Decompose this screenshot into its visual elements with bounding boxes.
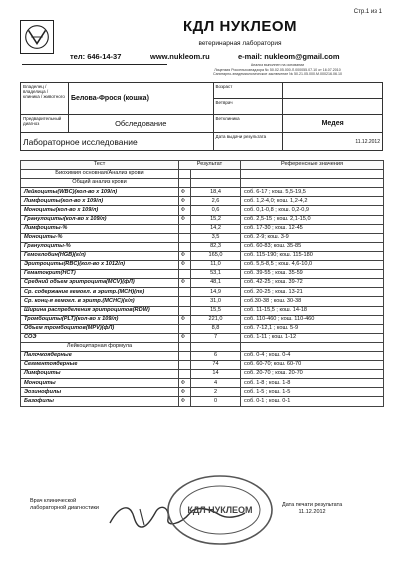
test-name: Лейкоциты(WBC)(кол-во х 109/л) (21, 188, 179, 197)
reference-range: соб. 17-30 ; кош. 12-45 (241, 224, 384, 233)
reference-range: соб. 1-8 ; кош. 1-8 (241, 379, 384, 388)
result-value: 2,6 (191, 197, 241, 206)
reference-range: соб. 42-25 ; кош. 39-72 (241, 279, 384, 288)
reference-range: соб. 11-15,5 ; кош. 14-18 (241, 306, 384, 315)
age-value (283, 83, 383, 99)
result-row (21, 370, 384, 379)
test-title: Лабораторное исследование (21, 133, 214, 151)
page-number: Стр.1 из 1 (353, 9, 382, 15)
result-flag: Ф (179, 188, 191, 197)
result-row (21, 242, 384, 251)
license-line: Лицензия Россельхознадзора № 50.02.05.000.Л.000055.07.10 от 16.07.2010 (214, 67, 341, 72)
reference-range: соб. 7-12,1 ; кош. 5-9 (241, 324, 384, 333)
result-row (21, 224, 384, 233)
svg-text:КДЛ НУКЛЕОМ: КДЛ НУКЛЕОМ (187, 505, 253, 515)
result-flag: Ф (179, 215, 191, 224)
result-value: 15,5 (191, 306, 241, 315)
lab-email[interactable]: e-mail: nukleom@gmail.com (238, 52, 340, 61)
result-value: 0 (191, 397, 241, 406)
result-value: 48,1 (191, 279, 241, 288)
reference-range: соб. 115-190; кош. 115-180 (241, 251, 384, 260)
test-name: Объем тромбоцитов(MPV)(фЛ) (21, 324, 179, 333)
test-name: Эозинофилы (21, 388, 179, 397)
doctor-line: лабораторной диагностики (30, 505, 100, 511)
reference-range: соб. 60-70; кош. 60-70 (241, 361, 384, 370)
result-flag (179, 370, 191, 379)
result-value: 74 (191, 361, 241, 370)
lab-name: КДЛ НУКЛЕОМ (182, 18, 298, 35)
test-name: СОЭ (21, 333, 179, 342)
result-value: 18,4 (191, 188, 241, 197)
reference-range: соб. 2-9; кош. 3-9 (241, 233, 384, 242)
result-row (21, 206, 384, 215)
test-name: Гематокрит(HCT) (21, 270, 179, 279)
col-result-header: Результат (179, 161, 241, 170)
section-title: Общий анализ крови (21, 179, 179, 188)
reference-range: соб. 0,1-0,8 ; кош. 0,2-0,9 (241, 206, 384, 215)
section-row (21, 179, 384, 188)
panel-name: Биохимия основная/Анализ крови (21, 170, 179, 179)
result-flag: Ф (179, 279, 191, 288)
doctor-title (30, 498, 99, 512)
test-name: Ср. конц-я гемогл. в эритр.(MCHC)(г/л) (21, 297, 179, 306)
print-info (282, 502, 342, 516)
result-flag: Ф (179, 261, 191, 270)
section-title: Лейкоцитарная формула (21, 342, 179, 351)
result-value: 4 (191, 379, 241, 388)
panel-row (21, 170, 384, 179)
header-rule (22, 64, 167, 65)
license-line: Санитарно-эпидемиологическое заключение № 50.21.05.000.М.000216.06.10 (212, 72, 343, 77)
result-row (21, 315, 384, 324)
result-flag (179, 242, 191, 251)
pre-diagnosis-label: Предварительный диагноз (21, 115, 69, 133)
result-value: 6 (191, 351, 241, 360)
test-name: Моноциты-% (21, 233, 179, 242)
result-row (21, 351, 384, 360)
reference-range: соб. 39-55 ; кош. 35-59 (241, 270, 384, 279)
reference-range: соб. 0-1 ; кош. 0-1 (241, 397, 384, 406)
test-name: Лимфоциты(кол-во х 109/л) (21, 197, 179, 206)
lab-stamp-image (160, 470, 280, 550)
test-name: Средний объем эритроцита(MCV)(фЛ) (21, 279, 179, 288)
test-name: Гемоглобин(HGB)(г/л) (21, 251, 179, 260)
patient-header-table (20, 82, 383, 151)
test-name: Тромбоциты(PLT)(кол-во х 109/л) (21, 315, 179, 324)
vet-value (283, 99, 383, 115)
result-flag: Ф (179, 197, 191, 206)
issue-date-label: Дата выдачи результата (213, 133, 283, 151)
result-row (21, 297, 384, 306)
lab-logo (20, 20, 54, 54)
result-value: 14,2 (191, 224, 241, 233)
reference-range: соб. 110-460 ; кош. 110-460 (241, 315, 384, 324)
license-text (170, 63, 385, 77)
result-flag: Ф (179, 397, 191, 406)
reference-range: соб. 5,5-8,5 ; кош. 4,6-10,0 (241, 261, 384, 270)
result-value: 14 (191, 370, 241, 379)
result-row (21, 306, 384, 315)
lab-phone: тел: 646-14-37 (70, 52, 122, 61)
result-flag (179, 351, 191, 360)
result-value: 7 (191, 333, 241, 342)
test-name: Гранулоциты-% (21, 242, 179, 251)
lab-site[interactable]: www.nukleom.ru (150, 52, 210, 61)
results-header-row (21, 161, 384, 170)
reference-range: соб. 20-25 ; кош. 13-21 (241, 288, 384, 297)
patient-name: Белова-Фрося (кошка) (68, 83, 213, 115)
reference-range: соб. 6-17 ; кош. 5,5-19,5 (241, 188, 384, 197)
exam-type: Обследование (68, 115, 213, 133)
result-row (21, 324, 384, 333)
result-flag (179, 288, 191, 297)
result-value: 221,0 (191, 315, 241, 324)
license-line: Анализ выполнен на основании (250, 63, 305, 67)
result-flag (179, 270, 191, 279)
reference-range: соб.30-38 ; кош. 30-38 (241, 297, 384, 306)
reference-range: соб. 1-5 ; кош. 1-5 (241, 388, 384, 397)
reference-range: соб. 2,5-15 ; кош. 2,1-15,0 (241, 215, 384, 224)
result-row (21, 379, 384, 388)
result-row (21, 288, 384, 297)
result-flag: Ф (179, 388, 191, 397)
test-name: Сегментоядерные (21, 361, 179, 370)
result-row (21, 361, 384, 370)
result-row (21, 270, 384, 279)
vet-label: Ветврач (213, 99, 283, 115)
result-flag (179, 233, 191, 242)
result-flag: Ф (179, 333, 191, 342)
col-ref-header: Референсные значения (241, 161, 384, 170)
issue-date: 11.12.2012 (283, 133, 383, 151)
result-value: 8,8 (191, 324, 241, 333)
result-row (21, 197, 384, 206)
owner-label: Владелец / владелица / клиника / животного (21, 83, 69, 115)
print-date: 11.12.2012 (298, 509, 326, 515)
reference-range: соб. 1-11 ; кош. 1-12 (241, 333, 384, 342)
result-value: 11,0 (191, 261, 241, 270)
result-flag (179, 297, 191, 306)
result-row (21, 233, 384, 242)
clinic-label: Ветклиника (213, 115, 283, 133)
result-value: 14,9 (191, 288, 241, 297)
test-name: Лимфоциты-% (21, 224, 179, 233)
result-row (21, 251, 384, 260)
result-flag (179, 224, 191, 233)
test-name: Гранулоциты(кол-во х 109/л) (21, 215, 179, 224)
result-flag: Ф (179, 315, 191, 324)
result-flag: Ф (179, 251, 191, 260)
result-value: 31,0 (191, 297, 241, 306)
reference-range: соб. 0-4 ; кош. 0-4 (241, 351, 384, 360)
reference-range: соб. 60-83; кош. 35-85 (241, 242, 384, 251)
result-value: 15,2 (191, 215, 241, 224)
age-label: Возраст (213, 83, 283, 99)
test-name: Лимфоциты (21, 370, 179, 379)
result-row (21, 397, 384, 406)
section-row (21, 342, 384, 351)
print-date-label: Дата печати результата (282, 502, 343, 508)
reference-range: соб. 20-70 ; кош. 20-70 (241, 370, 384, 379)
test-name: Палочкоядерные (21, 351, 179, 360)
result-flag: Ф (179, 379, 191, 388)
result-value: 82,3 (191, 242, 241, 251)
test-name: Эритроциты(RBC)(кол-во х 1012/л) (21, 261, 179, 270)
result-row (21, 333, 384, 342)
result-value: 2 (191, 388, 241, 397)
result-flag (179, 324, 191, 333)
result-value: 0,6 (191, 206, 241, 215)
result-value: 3,5 (191, 233, 241, 242)
clinic-name: Медея (283, 115, 383, 133)
doctor-line: Врач клинической (30, 498, 77, 504)
test-name: Базофилы (21, 397, 179, 406)
result-row (21, 279, 384, 288)
test-name: Ср. содержание гемогл. в эритр.(MCH)(пг) (21, 288, 179, 297)
test-name: Моноциты(кол-во х 109/л) (21, 206, 179, 215)
test-name: Моноциты (21, 379, 179, 388)
result-row (21, 188, 384, 197)
result-row (21, 215, 384, 224)
result-value: 53,1 (191, 270, 241, 279)
test-name: Ширина распределения эритроцитов(RDW) (21, 306, 179, 315)
result-flag: Ф (179, 206, 191, 215)
result-flag (179, 306, 191, 315)
lab-subtitle: ветеринарная лаборатория (198, 40, 282, 47)
result-value: 165,0 (191, 251, 241, 260)
results-table (20, 160, 384, 407)
result-row (21, 388, 384, 397)
result-row (21, 261, 384, 270)
result-flag (179, 361, 191, 370)
reference-range: соб. 1,2-4,0; кош. 1,2-4,2 (241, 197, 384, 206)
col-test-header: Тест (21, 161, 179, 170)
